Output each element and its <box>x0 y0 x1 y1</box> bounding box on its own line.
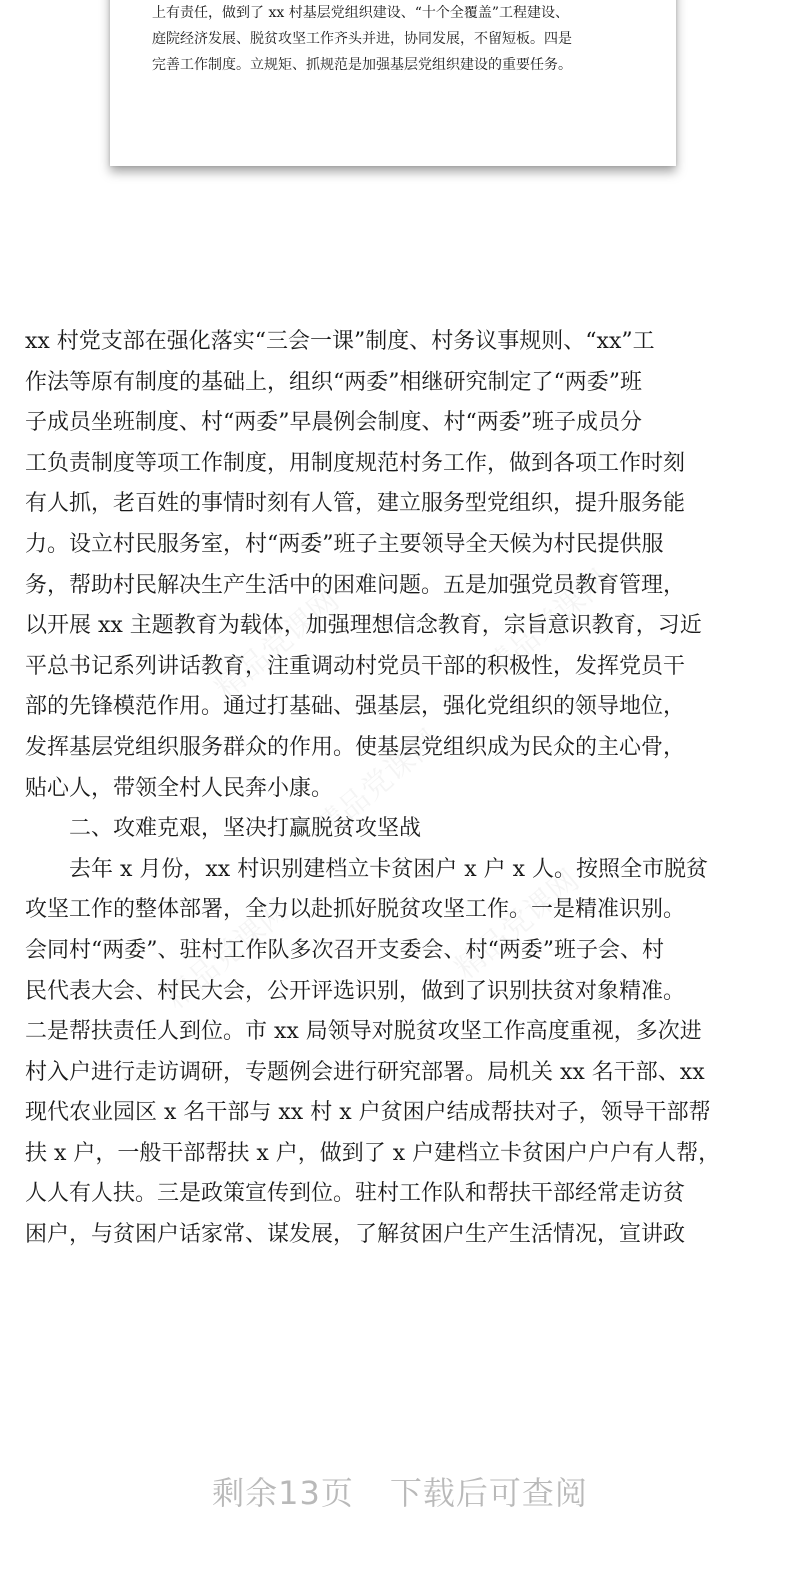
card-line: 完善工作制度。立规矩、抓规范是加强基层党组织建设的重要任务。 <box>152 57 572 73</box>
body-line: 村入户进行走访调研，专题例会进行研究部署。局机关 xx 名干部、xx <box>25 1059 705 1085</box>
body-line: 以开展 xx 主题教育为载体，加强理想信念教育，宗旨意识教育，习近 <box>25 613 702 639</box>
body-line: xx 村党支部在强化落实“三会一课”制度、村务议事规则、“xx”工 <box>25 329 655 354</box>
card-line: 上有责任，做到了 xx 村基层党组织建设、“十个全覆盖”工程建设、 <box>152 5 570 21</box>
body-line: 二是帮扶责任人到位。市 xx 局领导对脱贫攻坚工作高度重视，多次进 <box>25 1019 702 1045</box>
preview-page-card <box>110 0 676 166</box>
body-line: 民代表大会、村民大会，公开评选识别，做到了识别扶贫对象精准。 <box>25 978 686 1004</box>
body-line: 力。设立村民服务室，村“两委”班子主要领导全天候为村民提供服 <box>25 531 664 557</box>
body-line: 平总书记系列讲话教育，注重调动村党员干部的积极性，发挥党员干 <box>25 653 686 679</box>
document-body <box>25 322 775 1256</box>
body-line: 作法等原有制度的基础上，组织“两委”相继研究制定了“两委”班 <box>25 369 642 395</box>
body-line: 人人有人扶。三是政策宣传到位。驻村工作队和帮扶干部经常走访贫 <box>25 1181 686 1207</box>
body-line: 现代农业园区 x 名干部与 xx 村 x 户贫困户结成帮扶对子，领导干部帮 <box>25 1100 711 1126</box>
body-line: 部的先锋模范作用。通过打基础、强基层，强化党组织的领导地位， <box>25 694 686 720</box>
download-to-read-text: 下载后可查阅 <box>389 1474 588 1512</box>
body-line: 子成员坐班制度、村“两委”早晨例会制度、村“两委”班子成员分 <box>25 410 642 436</box>
body-line: 扶 x 户，一般干部帮扶 x 户，做到了 x 户建档立卡贫困户户户有人帮， <box>25 1140 721 1166</box>
body-line: 有人抓，老百姓的事情时刻有人管，建立服务型党组织，提升服务能 <box>25 491 686 517</box>
remaining-pages-text: 剩余13页 <box>212 1474 354 1512</box>
card-paragraph <box>152 0 642 78</box>
body-line: 去年 x 月份，xx 村识别建档立卡贫困户 x 户 x 人。按照全市脱贫 <box>25 856 708 882</box>
body-line: 工负责制度等项工作制度，用制度规范村务工作，做到各项工作时刻 <box>25 450 686 476</box>
body-line: 贴心人，带领全村人民奔小康。 <box>25 775 334 801</box>
body-line: 发挥基层党组织服务群众的作用。使基层党组织成为民众的主心骨， <box>25 734 686 760</box>
body-line: 务，帮助村民解决生产生活中的困难问题。五是加强党员教育管理， <box>25 572 686 598</box>
body-line: 会同村“两委”、驻村工作队多次召开支委会、村“两委”班子会、村 <box>25 937 664 963</box>
download-prompt[interactable] <box>0 1468 800 1514</box>
section-heading: 二、攻难克艰，坚决打赢脱贫攻坚战 <box>25 816 422 842</box>
card-line: 庭院经济发展、脱贫攻坚工作齐头并进，协同发展，不留短板。四是 <box>152 31 572 47</box>
body-line: 困户，与贫困户话家常、谋发展，了解贫困户生产生活情况，宣讲政 <box>25 1222 686 1248</box>
body-line: 攻坚工作的整体部署，全力以赴抓好脱贫攻坚工作。一是精准识别。 <box>25 897 686 923</box>
